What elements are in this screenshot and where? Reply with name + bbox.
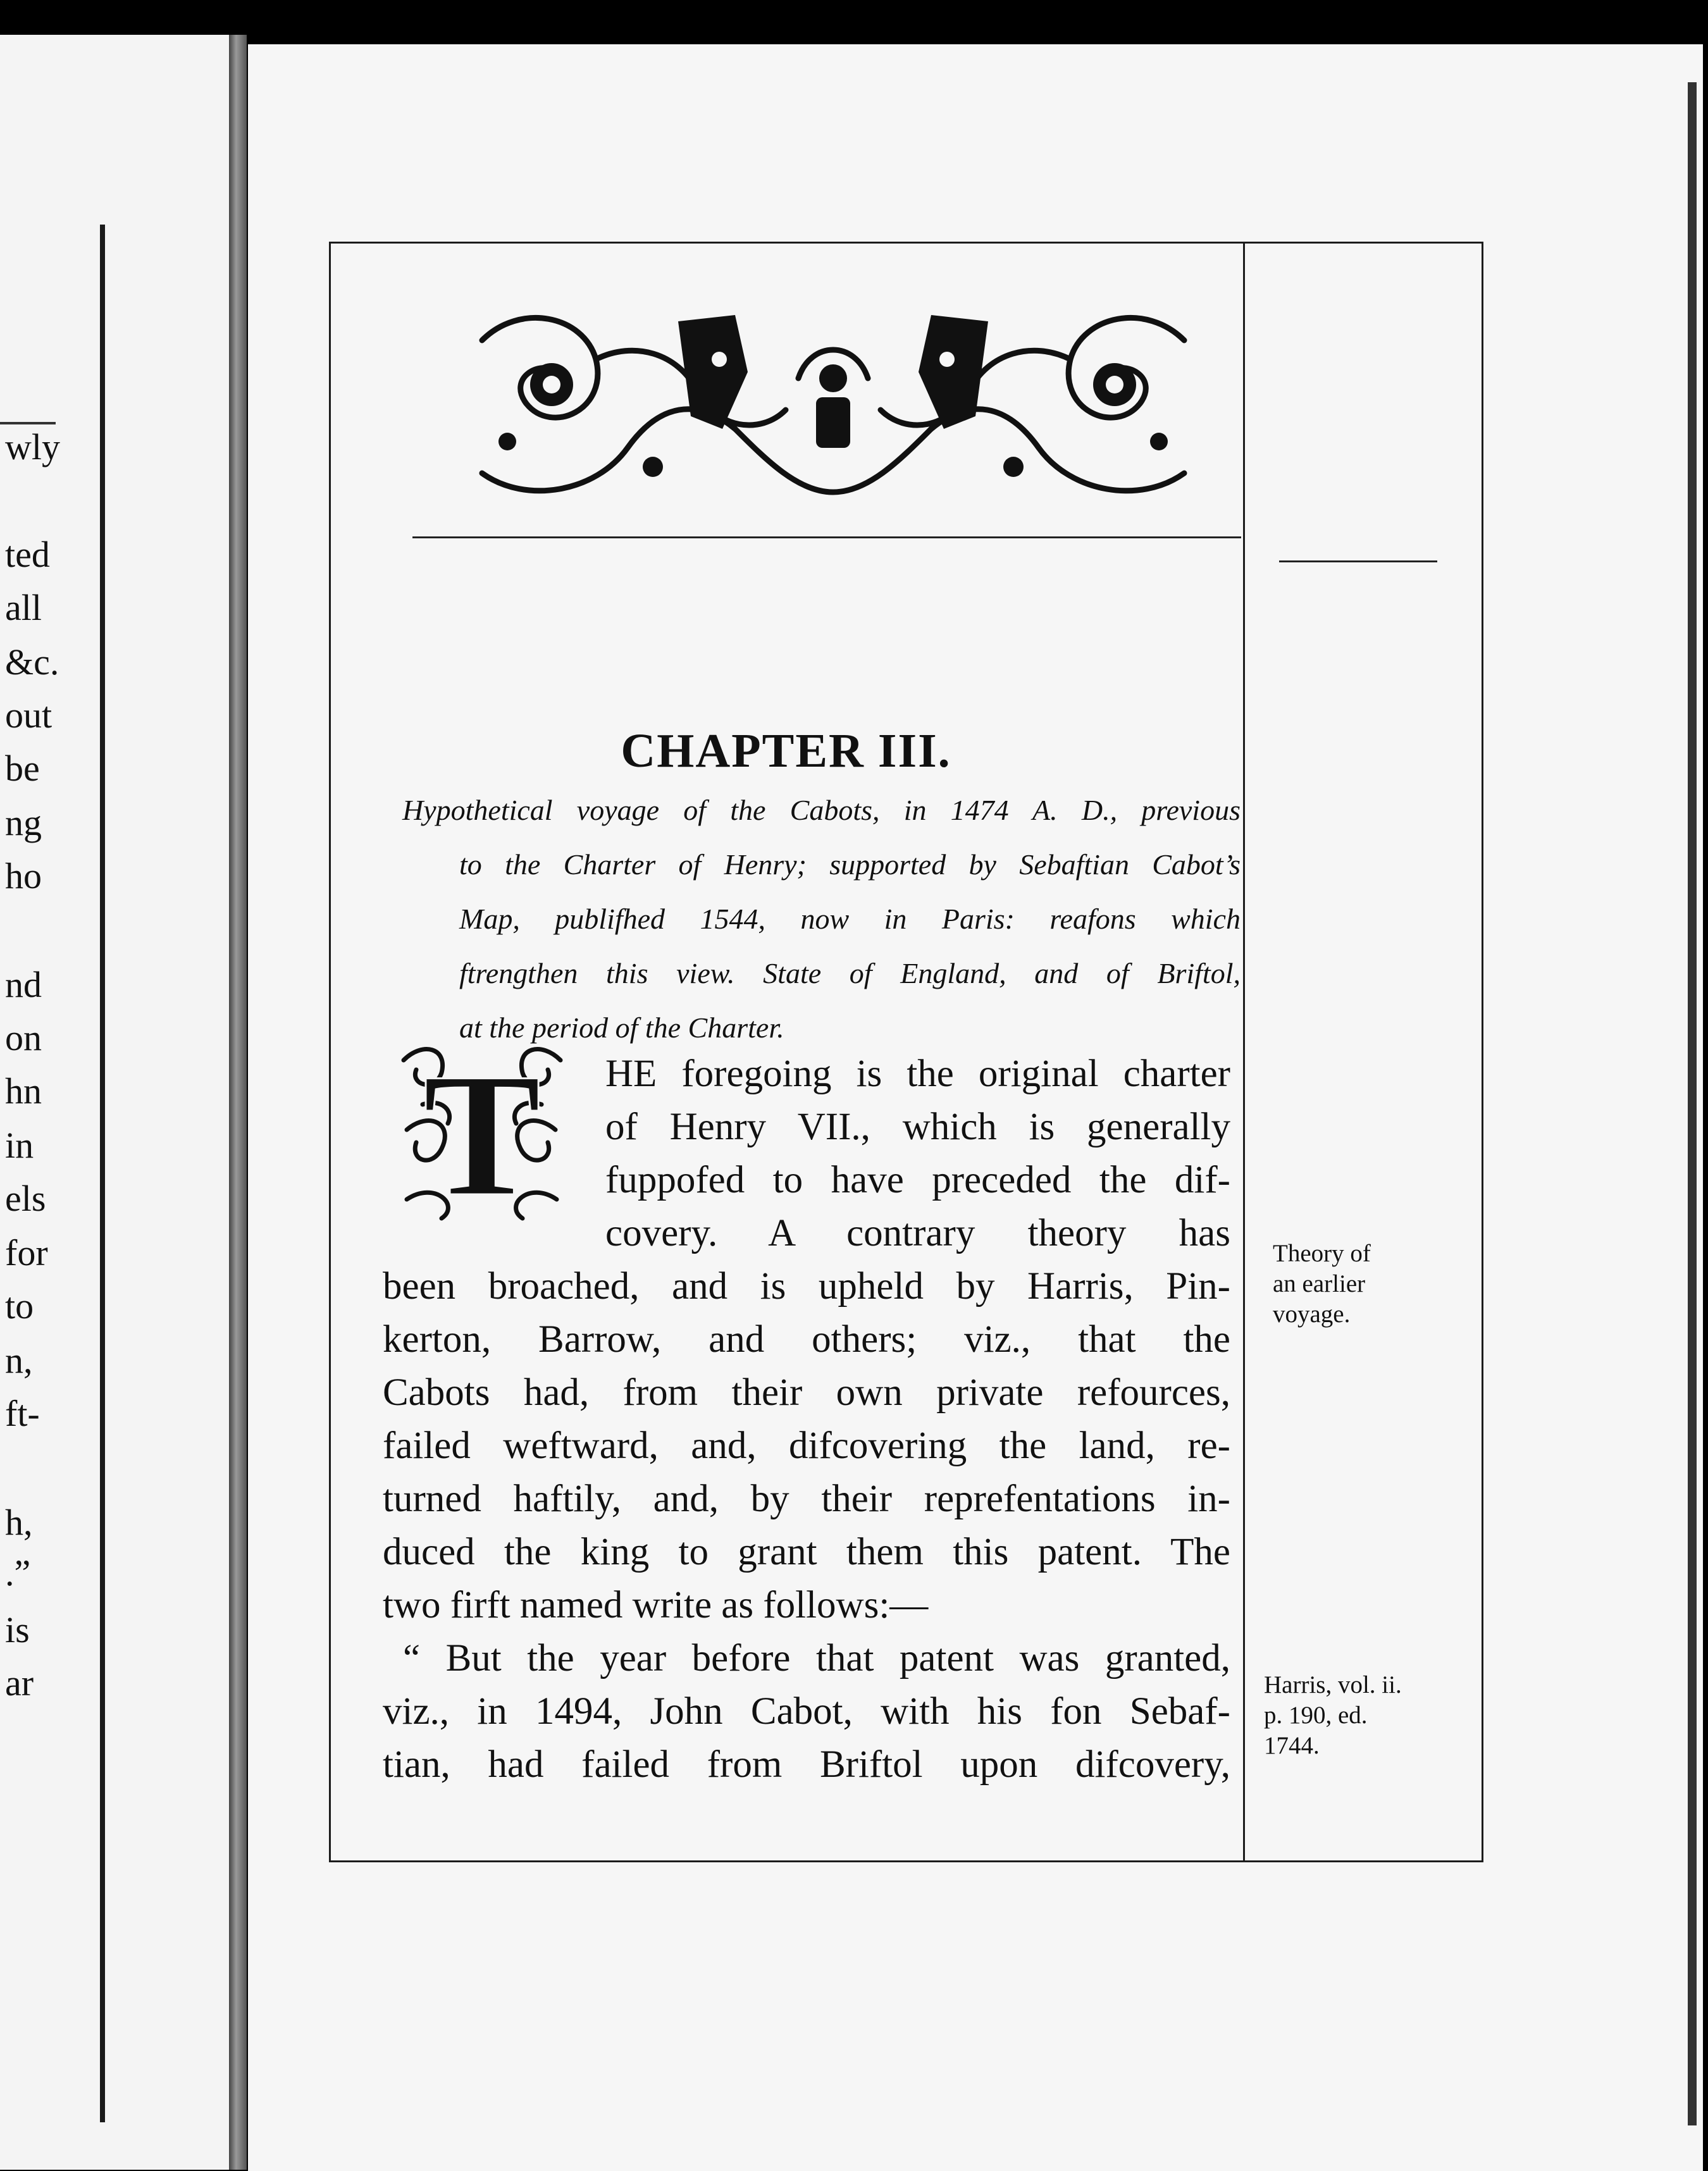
left-page-fragment: ho xyxy=(5,855,42,896)
margin-note-citation: Harris, vol. ii. p. 190, ed. 1744. xyxy=(1264,1671,1402,1759)
summary-line: Hypothetical voyage of the Cabots, in 1474 A. D., previous xyxy=(402,794,1241,826)
left-page-fragment: for xyxy=(5,1232,48,1273)
left-page-fragment: hn xyxy=(5,1070,42,1111)
left-page-fragment: ng xyxy=(5,802,42,843)
left-page-fragment: n, xyxy=(5,1340,33,1381)
left-page-fragment: .” xyxy=(5,1552,31,1593)
left-page-fragment: wly xyxy=(5,426,60,467)
body-line: kerton, Barrow, and others; viz., that the xyxy=(383,1318,1230,1361)
body-text xyxy=(383,1048,1230,1791)
book-gutter xyxy=(229,35,247,2170)
body-line: two firft named write as follows:— xyxy=(383,1584,929,1626)
ornamental-headpiece xyxy=(469,302,1197,511)
headpiece-rule xyxy=(412,536,1241,538)
body-line: duced the king to grant them this patent. The xyxy=(383,1531,1230,1573)
left-page-fragment: &c. xyxy=(5,641,59,683)
left-page-fragment: h, xyxy=(5,1502,33,1543)
left-page-fragment: out xyxy=(5,695,53,736)
left-page-fragment: ft- xyxy=(5,1393,40,1434)
margin-column-divider xyxy=(1243,242,1245,1862)
body-line: fuppofed to have preceded the dif- xyxy=(605,1159,1230,1201)
left-page-fragment: els xyxy=(5,1178,46,1219)
left-page-fragment: nd xyxy=(5,964,42,1005)
left-page-fragment: ar xyxy=(5,1662,34,1704)
page-edge-shadow xyxy=(1688,82,1697,2125)
body-line: been broached, and is upheld by Harris, Pin- xyxy=(383,1265,1230,1308)
left-page-fragment: be xyxy=(5,748,40,789)
left-page-fragment: in xyxy=(5,1125,34,1166)
summary-line: at the period of the Charter. xyxy=(459,1011,784,1044)
summary-line: Map, publifhed 1544, now in Paris: reafons which xyxy=(459,903,1241,935)
left-page-fragment: ted xyxy=(5,534,50,575)
left-page-fragment: on xyxy=(5,1017,42,1058)
summary-line: ftrengthen this view. State of England, and of Briftol, xyxy=(459,957,1241,989)
left-page-fragment: to xyxy=(5,1285,34,1327)
body-line: HE foregoing is the original charter xyxy=(605,1053,1230,1095)
body-line: Cabots had, from their own private refources, xyxy=(383,1371,1230,1414)
chapter-summary xyxy=(402,783,1241,1055)
body-line: failed weftward, and, difcovering the land, re- xyxy=(383,1425,1230,1467)
dropcap-letter: T xyxy=(423,1036,541,1225)
chapter-title: CHAPTER III. xyxy=(621,724,951,777)
left-page-rule xyxy=(0,422,56,424)
body-line: viz., in 1494, John Cabot, with his fon Sebaf- xyxy=(383,1690,1230,1733)
summary-line: to the Charter of Henry; supported by Sebaftian Cabot’s xyxy=(459,848,1241,881)
body-line: “ But the year before that patent was granted, xyxy=(403,1637,1230,1679)
body-line: turned haftily, and, by their reprefentations in- xyxy=(383,1478,1230,1520)
body-line: covery. A contrary theory has xyxy=(605,1212,1230,1254)
left-page-frame-line xyxy=(100,225,105,2122)
margin-note-theory: Theory of an earlier voyage. xyxy=(1273,1240,1371,1328)
left-page-fragment: all xyxy=(5,587,42,628)
margin-rule xyxy=(1279,560,1437,562)
left-page-fragment: is xyxy=(5,1609,30,1650)
body-line: of Henry VII., which is generally xyxy=(605,1106,1230,1148)
body-line: tian, had failed from Briftol upon difcovery, xyxy=(383,1743,1230,1786)
